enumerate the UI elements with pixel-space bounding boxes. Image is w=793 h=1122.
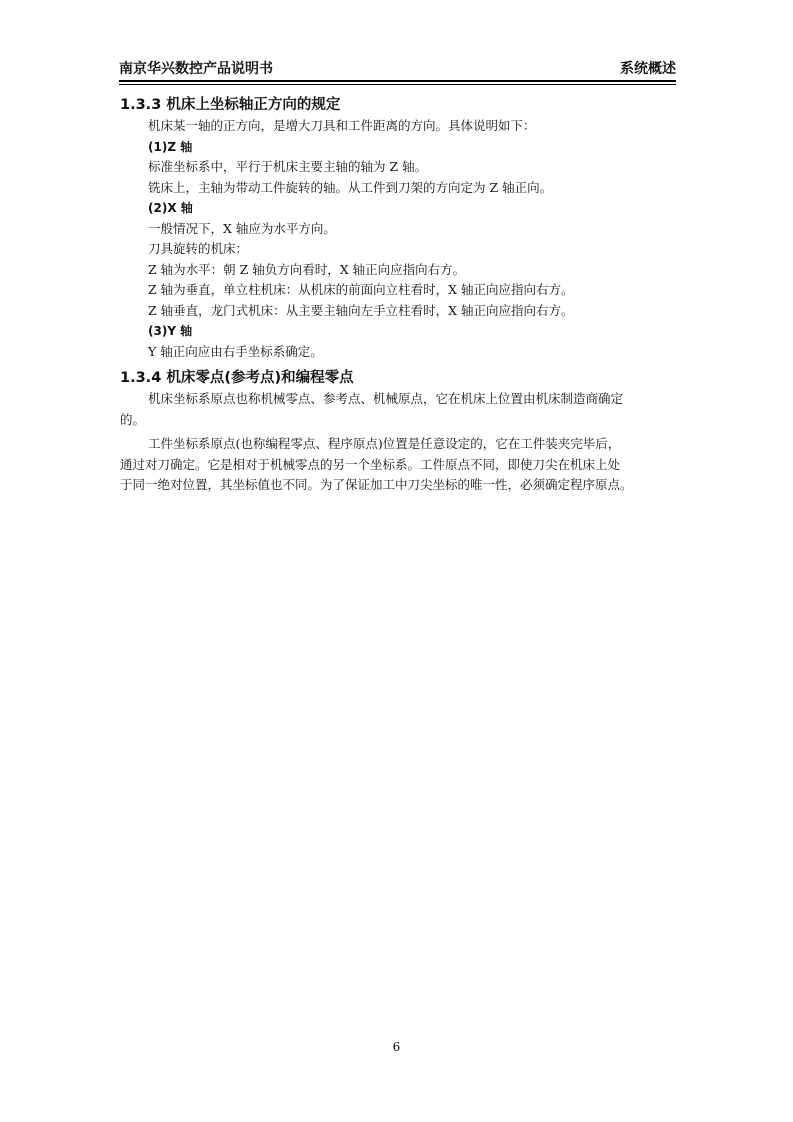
paragraph-line: 工件坐标系原点(也称编程零点、程序原点)位置是任意设定的，它在工件装夹完毕后，	[148, 436, 621, 451]
paragraph-line: 一般情况下，X 轴应为水平方向。	[148, 220, 336, 236]
section-heading: 1.3.3 机床上坐标轴正方向的规定	[120, 97, 341, 113]
paragraph	[120, 434, 676, 496]
header-manual-title: 南京华兴数控产品说明书	[119, 61, 273, 77]
paragraph-line: Z 轴为水平：朝 Z 轴负方向看时，X 轴正向应指向右方。	[148, 261, 466, 277]
paragraph-line: 机床坐标系原点也称机械零点、参考点、机械原点，它在机床上位置由机床制造商确定	[148, 391, 624, 406]
page-number: 6	[392, 1040, 401, 1054]
header-chapter-title: 系统概述	[620, 61, 676, 77]
section-1-3-3	[120, 95, 676, 362]
paragraph-line: 于同一绝对位置，其坐标值也不同。为了保证加工中刀尖坐标的唯一性，必须确定程序原点。	[120, 477, 633, 492]
paragraph-line: 机床某一轴的正方向，是增大刀具和工件距离的方向。具体说明如下：	[148, 118, 536, 133]
subheading-y-axis: (3)Y 轴	[148, 324, 193, 338]
paragraph-line: Z 轴垂直，龙门式机床：从主要主轴向左手立柱看时，X 轴正向应指向右方。	[148, 302, 574, 318]
section-heading: 1.3.4 机床零点(参考点)和编程零点	[120, 370, 354, 386]
paragraph-line: 通过对刀确定。它是相对于机械零点的另一个坐标系。工件原点不同，即使刀尖在机床上处	[120, 456, 621, 472]
paragraph	[120, 389, 676, 430]
page-content	[120, 95, 676, 496]
paragraph-line: 铣床上，主轴为带动工件旋转的轴。从工件到刀架的方向定为 Z 轴正向。	[148, 179, 553, 195]
subheading-x-axis: (2)X 轴	[148, 201, 193, 215]
paragraph-line: 刀具旋转的机床：	[148, 241, 249, 256]
paragraph-line: Z 轴为垂直，单立柱机床：从机床的前面向立柱看时，X 轴正向应指向右方。	[148, 282, 574, 297]
paragraph-line: 的。	[120, 411, 146, 427]
paragraph-line: 标准坐标系中，平行于机床主要主轴的轴为 Z 轴。	[148, 159, 428, 174]
section-1-3-4	[120, 368, 676, 496]
paragraph-line: Y 轴正向应由右手坐标系确定。	[148, 343, 323, 359]
page-header	[119, 58, 676, 82]
subheading-z-axis: (1)Z 轴	[148, 139, 193, 154]
header-divider	[119, 84, 676, 85]
